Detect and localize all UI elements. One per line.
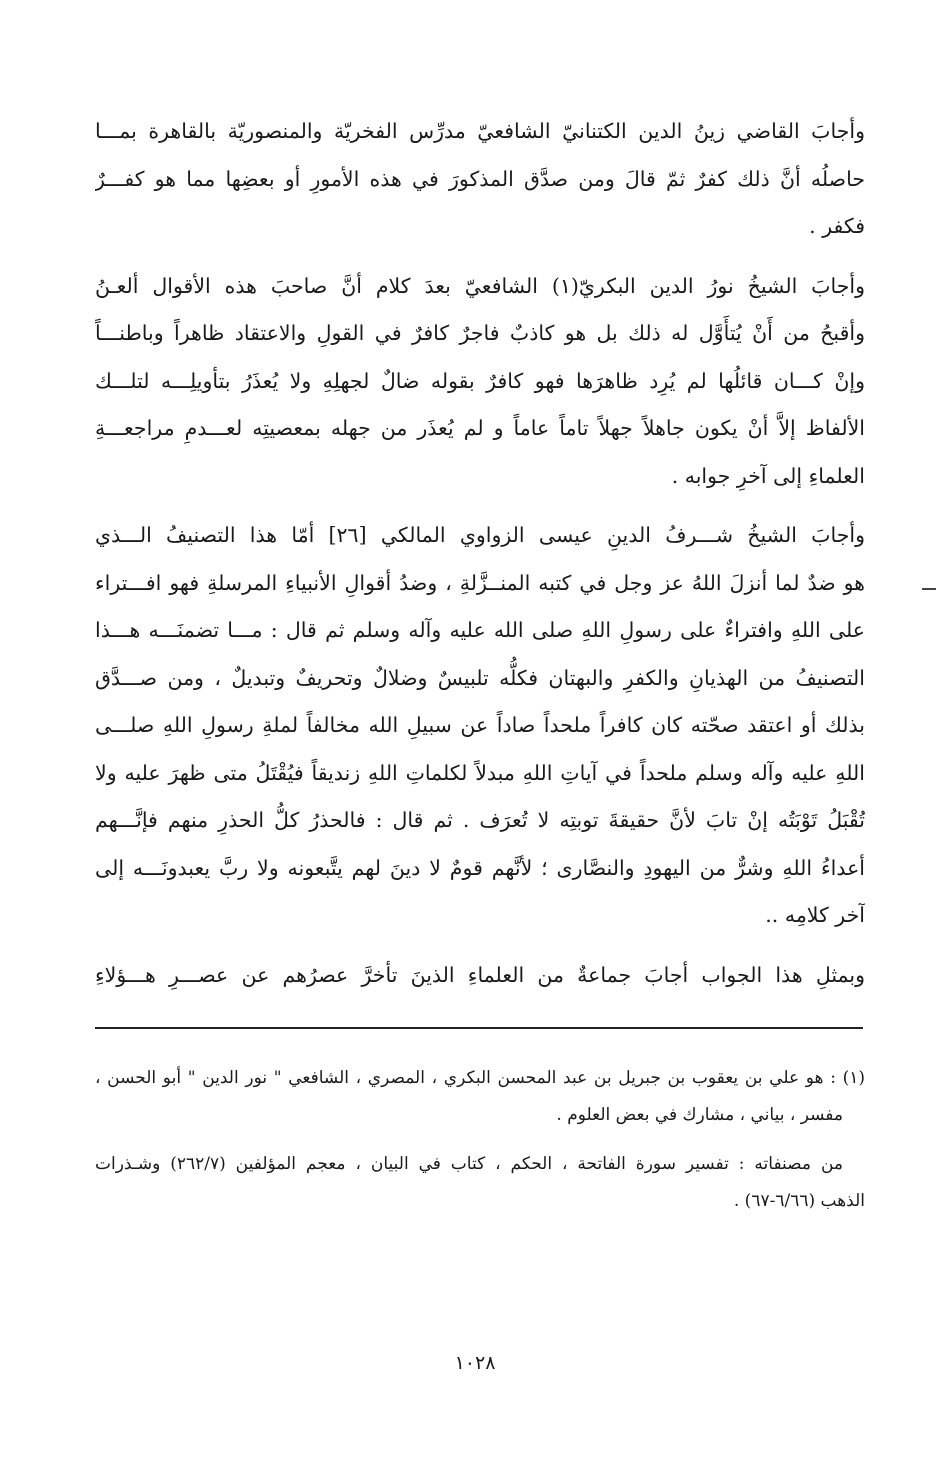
paragraph-gap: [95, 251, 865, 263]
text-line: وأقبحُ من أَنْ يُتأَوَّل له ذلك بل هو كاذبٌ فاجرٌ كافرٌ في القولِ والاعتقاد ظاهراً وباطنـــاً: [95, 321, 865, 345]
text-line: هو ضدٌ لما أنزلَ اللهُ عز وجل في كتبه المنــزَّلةِ ، وضدُ أقوالِ الأنبياءِ المرسلةِ فهو افـــتراء: [95, 570, 865, 595]
text-line: على اللهِ وافتراءٌ على رسولِ اللهِ صلى الله عليه وآله وسلم ثم قال : مـــا تضمنَـــه هـــذا: [95, 618, 865, 642]
text-line: وأجابَ الشيخُ شـــرفُ الدينِ عيسى الزواوي المالكي [٢٦] أمّا هذا التصنيفُ الـــذي: [95, 523, 865, 547]
text-line: اللهِ عليه وآله وسلم ملحداً في آياتِ اللهِ مبدلاً لكلماتِ اللهِ زنديقاً فيُقْتَلُ متى ظهرَ عليه ولا: [95, 760, 865, 785]
page-number: ١٠٢٨: [454, 1352, 496, 1374]
text-line: أعداءُ اللهِ وشرٌّ من اليهودِ والنصَّارى ؛ لأنَّهم قومٌ لا دينَ لهم يتَّبعونه ولا ربَّ يعبدونَـــه إلى: [95, 855, 865, 880]
margin-mark: [922, 588, 936, 590]
text-line: وإنْ كـــان قائلُها لم يُرِد ظاهرَها فهو كافرٌ بقوله ضالٌ لجهلِهِ ولا يُعذَرُ بتأويلِـــه لتلـــك: [95, 368, 865, 393]
text-line: تُقْبَلُ تَوْبَتُه إنْ تابَ لأنَّ حقيقةَ توبتِه لا تُعرَف . ثم قال : فالحذرُ كلُّ الحذرِ منهم فإنَّـــهم: [95, 808, 865, 832]
footnote-line: مفسر ، بياني ، مشارك في بعض العلوم .: [556, 1105, 843, 1125]
text-line: العلماءِ إلى آخرِ جوابه .: [671, 463, 865, 488]
text-line: الألفاظ إلاَّ أنْ يكون جاهلاً جهلاً تاماً عاماً و لم يُعذَر من جهله بمعصيتِه لعـــدمِ مراجعـــةِ: [95, 416, 865, 440]
text-line: وأجابَ القاضي زينُ الدين الكتنانيّ الشافعيّ مدرِّس الفخريّة والمنصوريّة بالقاهرة بمـــا: [95, 119, 865, 143]
footnote-line: من مصنفاته : تفسير سورة الفاتحة ، الحكم ، كتاب في البيان ، معجم المؤلفين (٢٦٢/٧) وشـذرات: [95, 1154, 843, 1174]
footnotes: [95, 1060, 865, 1220]
text-line: بذلك أو اعتقد صحّته كان كافراً ملحداً صاداً عن سبيلِ الله مخالفاً لملةِ رسولِ اللهِ صلـــى: [95, 713, 865, 737]
text-line: فكفر .: [809, 214, 865, 238]
footnote-gap: [95, 1134, 865, 1146]
text-line: وأجابَ الشيخُ نورُ الدين البكريّ(١) الشافعيّ بعدَ كلام أنَّ صاحبَ هذه الأقوال ألعـنُ: [95, 273, 865, 298]
paragraph-gap: [95, 500, 865, 512]
footnote-line: (١) : هو علي بن يعقوب بن جبريل بن عبد المحسن البكري ، المصري ، الشافعي " نور الدين " أبو الحسن ،: [95, 1068, 865, 1088]
text-line: حاصلُه أنَّ ذلك كفرٌ ثمّ قالَ ومن صدَّق المذكورَ في هذه الأمورِ أو بعضِها مما هو كفـــرٌ: [95, 166, 865, 191]
paragraph-gap: [95, 940, 865, 952]
text-line: آخر كلامِه ..: [765, 903, 865, 927]
footnote-line: الذهب (٦/٦٦-٦٧) .: [733, 1191, 865, 1211]
footnote-separator: [95, 1027, 863, 1029]
text-line: وبمثلِ هذا الجواب أجابَ جماعةٌ من العلماءِ الذينَ تأخرَّ عصرُهم عن عصـــرِ هـــؤلاءِ: [95, 962, 865, 987]
main-text: [95, 108, 865, 999]
text-line: التصنيفُ من الهذيانِ والكفرِ والبهتان فكلُّه تلبيسٌ وضلالٌ وتحريفٌ وتبديلٌ ، ومن صـــدَّق: [95, 665, 865, 690]
